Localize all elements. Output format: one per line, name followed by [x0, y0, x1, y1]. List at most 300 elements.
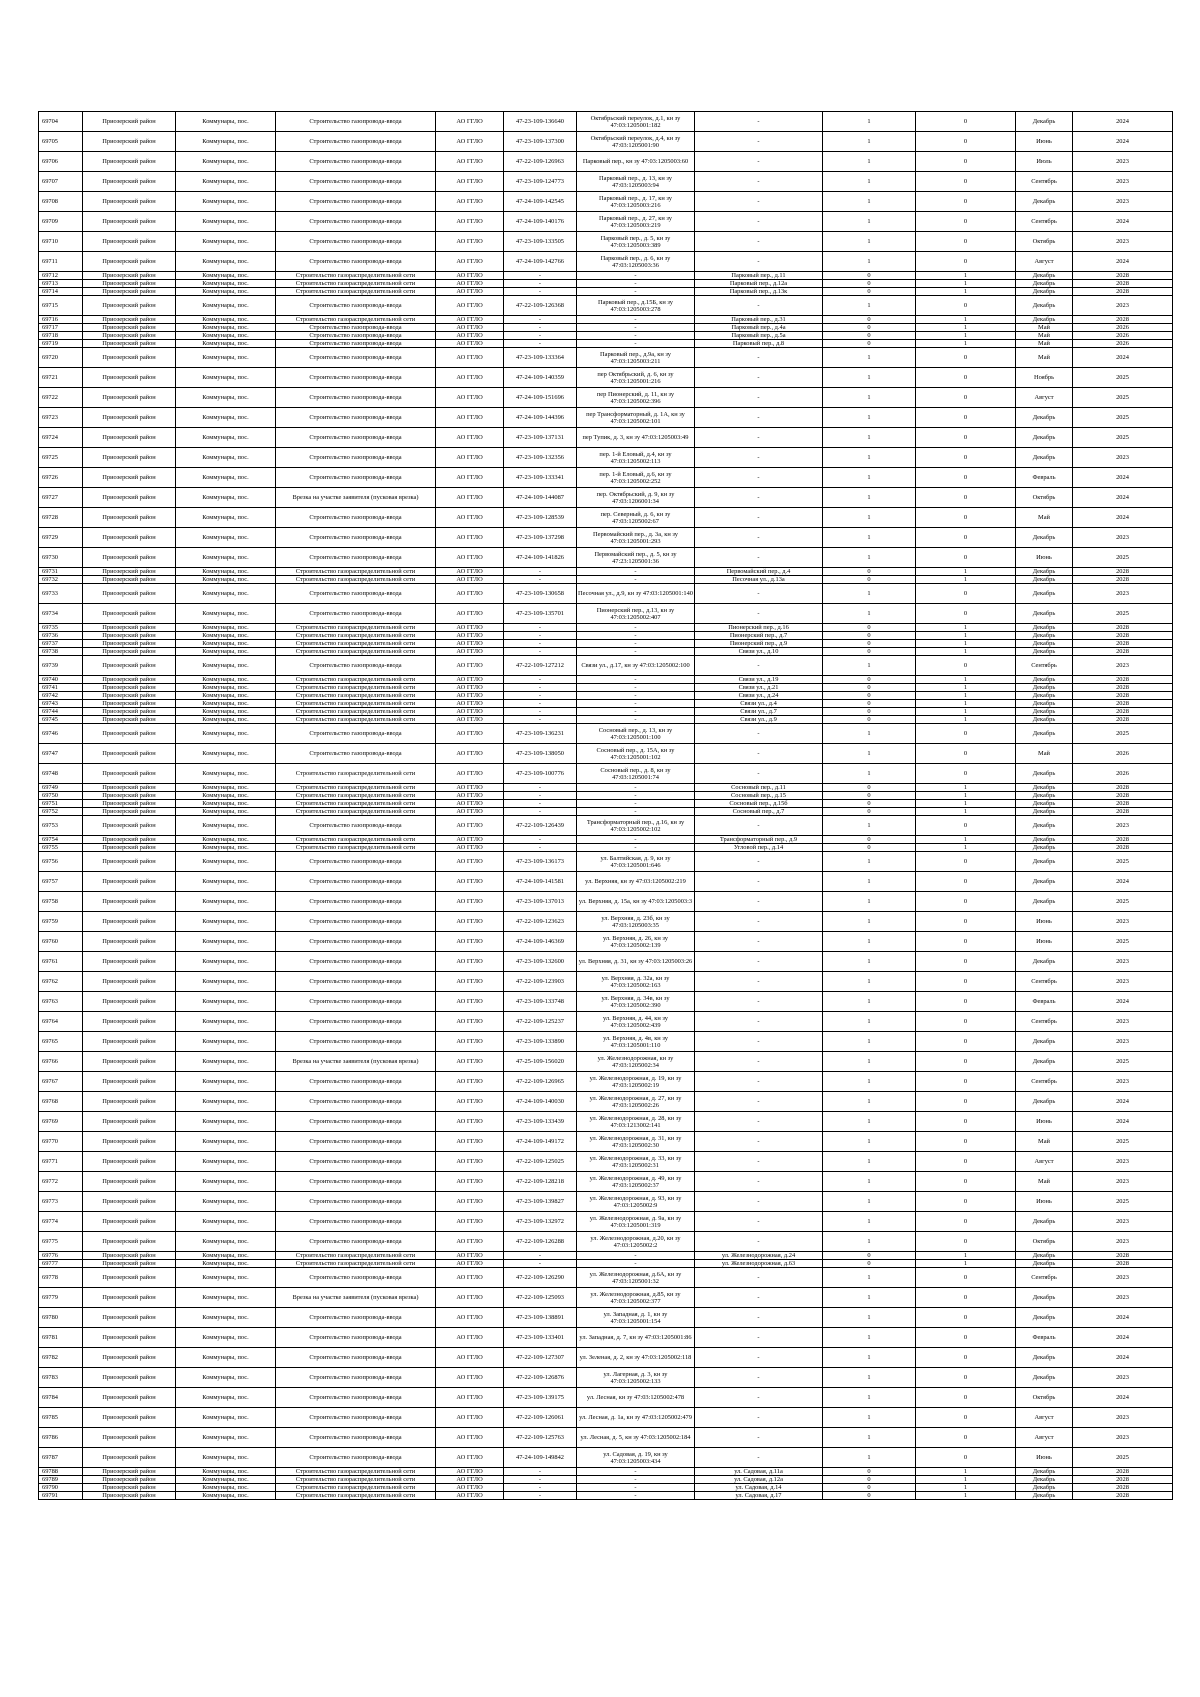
cell-organization: АО ГГЛО — [436, 1072, 504, 1092]
cell-application-number: - — [504, 272, 577, 280]
cell-work-type: Строительство газораспределительной сети — [276, 648, 436, 656]
cell-row-number: 69757 — [39, 872, 83, 892]
cell-application-number: 47-23-109-100776 — [504, 764, 577, 784]
cell-count-network: 0 — [916, 1212, 1016, 1232]
cell-address-cadastral: пер. Октябрьский, д. 9, кн зу 47:03:1206001:34 — [577, 488, 695, 508]
cell-work-type: Строительство газопровода-ввода — [276, 548, 436, 568]
cell-month: Декабрь — [1016, 872, 1073, 892]
cell-count-network: 0 — [916, 1072, 1016, 1092]
cell-count-network: 0 — [916, 764, 1016, 784]
cell-organization: АО ГГЛО — [436, 724, 504, 744]
cell-district: Приозерский район — [83, 1252, 176, 1260]
cell-organization: АО ГГЛО — [436, 584, 504, 604]
cell-settlement: Коммунары, пос. — [176, 892, 276, 912]
cell-address-cadastral: - — [577, 1484, 695, 1492]
cell-work-type: Строительство газораспределительной сети — [276, 836, 436, 844]
cell-address: Парковый пер., д.12а — [695, 280, 823, 288]
cell-address-cadastral: Сосновый пер., д. 15А, кн зу 47:03:1205001:102 — [577, 744, 695, 764]
cell-work-type: Строительство газопровода-ввода — [276, 656, 436, 676]
cell-count-inputs: 1 — [823, 172, 916, 192]
cell-work-type: Строительство газопровода-ввода — [276, 1212, 436, 1232]
cell-count-inputs: 1 — [823, 192, 916, 212]
cell-address-cadastral: Пионерский пер., д.13, кн зу 47:03:1205002:407 — [577, 604, 695, 624]
cell-address: - — [695, 1268, 823, 1288]
cell-address: - — [695, 1368, 823, 1388]
cell-address: - — [695, 1012, 823, 1032]
table-row — [39, 388, 1173, 408]
cell-settlement: Коммунары, пос. — [176, 632, 276, 640]
cell-settlement: Коммунары, пос. — [176, 192, 276, 212]
cell-work-type: Строительство газораспределительной сети — [276, 1252, 436, 1260]
cell-address: Парковый пер., д.5а — [695, 332, 823, 340]
cell-work-type: Строительство газопровода-ввода — [276, 1012, 436, 1032]
cell-organization: АО ГГЛО — [436, 1492, 504, 1500]
cell-count-inputs: 0 — [823, 1260, 916, 1268]
cell-application-number: 47-22-109-125093 — [504, 1288, 577, 1308]
cell-district: Приозерский район — [83, 872, 176, 892]
cell-work-type: Строительство газопровода-ввода — [276, 1268, 436, 1288]
cell-count-network: 0 — [916, 852, 1016, 872]
cell-address: - — [695, 1428, 823, 1448]
cell-address: - — [695, 1092, 823, 1112]
cell-row-number: 69735 — [39, 624, 83, 632]
cell-year: 2025 — [1073, 932, 1173, 952]
table-body — [39, 112, 1173, 1500]
cell-district: Приозерский район — [83, 632, 176, 640]
cell-row-number: 69772 — [39, 1172, 83, 1192]
cell-count-inputs: 1 — [823, 528, 916, 548]
cell-district: Приозерский район — [83, 508, 176, 528]
cell-address: - — [695, 368, 823, 388]
cell-count-network: 0 — [916, 528, 1016, 548]
cell-organization: АО ГГЛО — [436, 872, 504, 892]
cell-count-network: 0 — [916, 1132, 1016, 1152]
cell-year: 2024 — [1073, 468, 1173, 488]
cell-organization: АО ГГЛО — [436, 892, 504, 912]
cell-month: Декабрь — [1016, 952, 1073, 972]
cell-row-number: 69789 — [39, 1476, 83, 1484]
cell-year: 2023 — [1073, 528, 1173, 548]
cell-application-number: - — [504, 700, 577, 708]
cell-row-number: 69711 — [39, 252, 83, 272]
cell-address: Парковый пер., д.13к — [695, 288, 823, 296]
cell-year: 2024 — [1073, 1348, 1173, 1368]
cell-address: Парковый пер., д.4а — [695, 324, 823, 332]
cell-year: 2028 — [1073, 708, 1173, 716]
cell-row-number: 69756 — [39, 852, 83, 872]
cell-application-number: 47-22-109-126439 — [504, 816, 577, 836]
cell-month: Август — [1016, 1408, 1073, 1428]
cell-address-cadastral: пер. 1-й Еловый, д.6, кн зу 47:03:1205002:252 — [577, 468, 695, 488]
cell-year: 2023 — [1073, 1428, 1173, 1448]
cell-row-number: 69740 — [39, 676, 83, 684]
cell-count-inputs: 0 — [823, 708, 916, 716]
cell-count-network: 0 — [916, 1268, 1016, 1288]
cell-application-number: - — [504, 280, 577, 288]
cell-address: - — [695, 604, 823, 624]
cell-work-type: Строительство газораспределительной сети — [276, 272, 436, 280]
cell-year: 2025 — [1073, 1132, 1173, 1152]
cell-address: - — [695, 172, 823, 192]
cell-application-number: 47-24-109-140176 — [504, 212, 577, 232]
cell-application-number: 47-22-109-128218 — [504, 1172, 577, 1192]
table-row — [39, 1232, 1173, 1252]
cell-district: Приозерский район — [83, 1448, 176, 1468]
cell-count-inputs: 1 — [823, 1388, 916, 1408]
cell-address-cadastral: ул. Западная, д. 7, кн зу 47:03:1205001:86 — [577, 1328, 695, 1348]
cell-application-number: - — [504, 692, 577, 700]
cell-month: Октябрь — [1016, 488, 1073, 508]
cell-address: - — [695, 252, 823, 272]
cell-year: 2024 — [1073, 1388, 1173, 1408]
cell-organization: АО ГГЛО — [436, 408, 504, 428]
cell-count-inputs: 1 — [823, 1288, 916, 1308]
cell-application-number: 47-24-109-142766 — [504, 252, 577, 272]
cell-year: 2023 — [1073, 656, 1173, 676]
cell-application-number: 47-22-109-126288 — [504, 1232, 577, 1252]
cell-count-network: 0 — [916, 428, 1016, 448]
cell-district: Приозерский район — [83, 272, 176, 280]
cell-organization: АО ГГЛО — [436, 1152, 504, 1172]
cell-row-number: 69739 — [39, 656, 83, 676]
cell-row-number: 69714 — [39, 288, 83, 296]
cell-settlement: Коммунары, пос. — [176, 700, 276, 708]
cell-month: Декабрь — [1016, 1308, 1073, 1328]
cell-row-number: 69768 — [39, 1092, 83, 1112]
cell-row-number: 69712 — [39, 272, 83, 280]
cell-count-inputs: 1 — [823, 1212, 916, 1232]
cell-year: 2024 — [1073, 1112, 1173, 1132]
cell-year: 2024 — [1073, 508, 1173, 528]
cell-address-cadastral: ул. Лесная, д. 1а, кн зу 47:03:1205002:479 — [577, 1408, 695, 1428]
cell-address: Парковый пер., д.31 — [695, 316, 823, 324]
cell-count-network: 0 — [916, 1032, 1016, 1052]
cell-row-number: 69733 — [39, 584, 83, 604]
cell-district: Приозерский район — [83, 340, 176, 348]
table-row — [39, 744, 1173, 764]
cell-settlement: Коммунары, пос. — [176, 324, 276, 332]
cell-row-number: 69786 — [39, 1428, 83, 1448]
cell-row-number: 69709 — [39, 212, 83, 232]
cell-month: Июнь — [1016, 1112, 1073, 1132]
cell-settlement: Коммунары, пос. — [176, 568, 276, 576]
cell-year: 2024 — [1073, 1092, 1173, 1112]
table-row — [39, 1408, 1173, 1428]
cell-application-number: - — [504, 576, 577, 584]
cell-district: Приозерский район — [83, 172, 176, 192]
cell-month: Декабрь — [1016, 816, 1073, 836]
cell-row-number: 69751 — [39, 800, 83, 808]
cell-count-inputs: 0 — [823, 684, 916, 692]
cell-count-network: 0 — [916, 932, 1016, 952]
cell-year: 2023 — [1073, 1032, 1173, 1052]
cell-count-network: 0 — [916, 656, 1016, 676]
cell-address: - — [695, 764, 823, 784]
cell-district: Приозерский район — [83, 892, 176, 912]
cell-month: Декабрь — [1016, 700, 1073, 708]
cell-application-number: 47-23-109-132600 — [504, 952, 577, 972]
cell-count-network: 1 — [916, 844, 1016, 852]
cell-organization: АО ГГЛО — [436, 808, 504, 816]
cell-count-inputs: 1 — [823, 388, 916, 408]
table-row — [39, 172, 1173, 192]
cell-year: 2028 — [1073, 1260, 1173, 1268]
cell-count-network: 0 — [916, 1012, 1016, 1032]
cell-settlement: Коммунары, пос. — [176, 676, 276, 684]
cell-month: Октябрь — [1016, 1388, 1073, 1408]
cell-count-inputs: 1 — [823, 212, 916, 232]
cell-application-number: 47-23-109-139827 — [504, 1192, 577, 1212]
cell-district: Приозерский район — [83, 624, 176, 632]
cell-address: - — [695, 892, 823, 912]
document-page — [38, 111, 1172, 1500]
cell-organization: АО ГГЛО — [436, 1260, 504, 1268]
cell-address-cadastral: ул. Западная, д. 1, кн зу 47:03:1205001:154 — [577, 1308, 695, 1328]
cell-month: Декабрь — [1016, 784, 1073, 792]
cell-organization: АО ГГЛО — [436, 576, 504, 584]
cell-count-inputs: 0 — [823, 836, 916, 844]
cell-district: Приозерский район — [83, 716, 176, 724]
cell-district: Приозерский район — [83, 1408, 176, 1428]
cell-row-number: 69732 — [39, 576, 83, 584]
cell-organization: АО ГГЛО — [436, 1308, 504, 1328]
cell-address-cadastral: - — [577, 288, 695, 296]
cell-address-cadastral: - — [577, 692, 695, 700]
cell-month: Декабрь — [1016, 448, 1073, 468]
cell-organization: АО ГГЛО — [436, 1388, 504, 1408]
table-row — [39, 952, 1173, 972]
cell-work-type: Строительство газопровода-ввода — [276, 528, 436, 548]
cell-settlement: Коммунары, пос. — [176, 1328, 276, 1348]
cell-work-type: Строительство газопровода-ввода — [276, 172, 436, 192]
cell-settlement: Коммунары, пос. — [176, 992, 276, 1012]
cell-count-inputs: 1 — [823, 764, 916, 784]
cell-count-network: 0 — [916, 212, 1016, 232]
cell-address-cadastral: Песочная ул., д.9, кн зу 47:03:1205001:140 — [577, 584, 695, 604]
cell-count-network: 0 — [916, 1428, 1016, 1448]
table-row — [39, 808, 1173, 816]
cell-application-number: 47-24-109-151696 — [504, 388, 577, 408]
cell-address-cadastral: ул. Садовая, д. 19, кн зу 47:03:1205003:434 — [577, 1448, 695, 1468]
cell-address: - — [695, 508, 823, 528]
cell-address: - — [695, 212, 823, 232]
cell-year: 2028 — [1073, 1476, 1173, 1484]
cell-work-type: Строительство газопровода-ввода — [276, 816, 436, 836]
table-row — [39, 1212, 1173, 1232]
cell-year: 2023 — [1073, 1368, 1173, 1388]
table-row — [39, 296, 1173, 316]
cell-address: - — [695, 1288, 823, 1308]
cell-address: - — [695, 488, 823, 508]
table-row — [39, 468, 1173, 488]
cell-month: Декабрь — [1016, 112, 1073, 132]
cell-organization: АО ГГЛО — [436, 132, 504, 152]
cell-count-inputs: 0 — [823, 808, 916, 816]
cell-month: Октябрь — [1016, 1232, 1073, 1252]
cell-count-network: 1 — [916, 648, 1016, 656]
cell-count-inputs: 1 — [823, 468, 916, 488]
cell-row-number: 69705 — [39, 132, 83, 152]
table-row — [39, 700, 1173, 708]
cell-count-network: 0 — [916, 1232, 1016, 1252]
cell-district: Приозерский район — [83, 1132, 176, 1152]
cell-year: 2023 — [1073, 584, 1173, 604]
cell-work-type: Строительство газопровода-ввода — [276, 192, 436, 212]
cell-district: Приозерский район — [83, 488, 176, 508]
cell-year: 2025 — [1073, 724, 1173, 744]
cell-month: Май — [1016, 508, 1073, 528]
cell-settlement: Коммунары, пос. — [176, 792, 276, 800]
cell-application-number: 47-23-109-133341 — [504, 468, 577, 488]
cell-settlement: Коммунары, пос. — [176, 1476, 276, 1484]
cell-application-number: 47-23-109-135701 — [504, 604, 577, 624]
cell-address-cadastral: Парковый пер., д.15Б, кн зу 47:03:1205003:278 — [577, 296, 695, 316]
cell-year: 2024 — [1073, 252, 1173, 272]
cell-address: - — [695, 448, 823, 468]
cell-month: Декабрь — [1016, 604, 1073, 624]
cell-address-cadastral: - — [577, 316, 695, 324]
cell-count-inputs: 1 — [823, 992, 916, 1012]
cell-settlement: Коммунары, пос. — [176, 132, 276, 152]
cell-application-number: 47-23-109-137300 — [504, 132, 577, 152]
cell-year: 2023 — [1073, 1212, 1173, 1232]
table-row — [39, 488, 1173, 508]
cell-month: Декабрь — [1016, 1092, 1073, 1112]
cell-address: ул. Садовая, д.11а — [695, 1468, 823, 1476]
cell-district: Приозерский район — [83, 132, 176, 152]
cell-address: - — [695, 152, 823, 172]
cell-work-type: Строительство газопровода-ввода — [276, 296, 436, 316]
cell-organization: АО ГГЛО — [436, 1348, 504, 1368]
cell-address-cadastral: ул. Железнодорожная, д. 28, кн зу 47:03:1213002:141 — [577, 1112, 695, 1132]
cell-district: Приозерский район — [83, 280, 176, 288]
cell-district: Приозерский район — [83, 1232, 176, 1252]
cell-address: Связи ул., д.21 — [695, 684, 823, 692]
cell-organization: АО ГГЛО — [436, 448, 504, 468]
cell-application-number: 47-24-109-141826 — [504, 548, 577, 568]
cell-year: 2023 — [1073, 1268, 1173, 1288]
cell-address: Сосновый пер., д.7 — [695, 808, 823, 816]
cell-district: Приозерский район — [83, 800, 176, 808]
cell-count-network: 0 — [916, 604, 1016, 624]
cell-month: Июнь — [1016, 1192, 1073, 1212]
cell-district: Приозерский район — [83, 724, 176, 744]
cell-organization: АО ГГЛО — [436, 568, 504, 576]
cell-district: Приозерский район — [83, 568, 176, 576]
cell-row-number: 69721 — [39, 368, 83, 388]
cell-address: - — [695, 388, 823, 408]
cell-address-cadastral: - — [577, 640, 695, 648]
table-row — [39, 192, 1173, 212]
cell-count-inputs: 1 — [823, 1368, 916, 1388]
table-row — [39, 568, 1173, 576]
cell-work-type: Строительство газораспределительной сети — [276, 792, 436, 800]
cell-work-type: Строительство газопровода-ввода — [276, 1072, 436, 1092]
cell-work-type: Строительство газопровода-ввода — [276, 132, 436, 152]
cell-district: Приозерский район — [83, 252, 176, 272]
cell-year: 2024 — [1073, 488, 1173, 508]
cell-organization: АО ГГЛО — [436, 1052, 504, 1072]
cell-address: ул. Садовая, д.17 — [695, 1492, 823, 1500]
cell-count-network: 0 — [916, 1448, 1016, 1468]
cell-month: Декабрь — [1016, 648, 1073, 656]
cell-district: Приозерский район — [83, 192, 176, 212]
cell-organization: АО ГГЛО — [436, 212, 504, 232]
cell-count-inputs: 1 — [823, 1032, 916, 1052]
table-row — [39, 584, 1173, 604]
cell-district: Приозерский район — [83, 324, 176, 332]
table-row — [39, 1172, 1173, 1192]
cell-district: Приозерский район — [83, 640, 176, 648]
cell-organization: АО ГГЛО — [436, 932, 504, 952]
cell-year: 2026 — [1073, 332, 1173, 340]
cell-count-network: 1 — [916, 576, 1016, 584]
cell-count-network: 0 — [916, 548, 1016, 568]
cell-count-inputs: 1 — [823, 348, 916, 368]
cell-work-type: Строительство газораспределительной сети — [276, 1468, 436, 1476]
cell-count-network: 1 — [916, 676, 1016, 684]
cell-month: Сентябрь — [1016, 1072, 1073, 1092]
cell-count-inputs: 0 — [823, 700, 916, 708]
cell-work-type: Строительство газопровода-ввода — [276, 508, 436, 528]
cell-row-number: 69764 — [39, 1012, 83, 1032]
cell-count-inputs: 1 — [823, 1448, 916, 1468]
cell-count-inputs: 0 — [823, 624, 916, 632]
cell-count-inputs: 0 — [823, 676, 916, 684]
cell-count-network: 0 — [916, 972, 1016, 992]
cell-settlement: Коммунары, пос. — [176, 1308, 276, 1328]
cell-month: Август — [1016, 1428, 1073, 1448]
cell-address: - — [695, 1052, 823, 1072]
cell-month: Декабрь — [1016, 640, 1073, 648]
cell-application-number: - — [504, 792, 577, 800]
cell-count-inputs: 0 — [823, 1252, 916, 1260]
cell-application-number: 47-23-109-128539 — [504, 508, 577, 528]
gasification-schedule-table — [38, 111, 1173, 1500]
cell-month: Декабрь — [1016, 716, 1073, 724]
cell-work-type: Строительство газопровода-ввода — [276, 724, 436, 744]
cell-year: 2028 — [1073, 844, 1173, 852]
cell-organization: АО ГГЛО — [436, 1328, 504, 1348]
cell-settlement: Коммунары, пос. — [176, 836, 276, 844]
cell-district: Приозерский район — [83, 784, 176, 792]
cell-organization: АО ГГЛО — [436, 1112, 504, 1132]
cell-month: Декабрь — [1016, 296, 1073, 316]
cell-settlement: Коммунары, пос. — [176, 1072, 276, 1092]
cell-year: 2023 — [1073, 912, 1173, 932]
cell-work-type: Строительство газопровода-ввода — [276, 744, 436, 764]
cell-row-number: 69744 — [39, 708, 83, 716]
cell-row-number: 69746 — [39, 724, 83, 744]
cell-month: Декабрь — [1016, 584, 1073, 604]
cell-organization: АО ГГЛО — [436, 648, 504, 656]
cell-settlement: Коммунары, пос. — [176, 296, 276, 316]
table-row — [39, 836, 1173, 844]
cell-year: 2024 — [1073, 1328, 1173, 1348]
cell-application-number: 47-22-109-127212 — [504, 656, 577, 676]
cell-row-number: 69753 — [39, 816, 83, 836]
cell-address-cadastral: - — [577, 624, 695, 632]
cell-district: Приозерский район — [83, 112, 176, 132]
table-row — [39, 1328, 1173, 1348]
cell-year: 2028 — [1073, 568, 1173, 576]
cell-row-number: 69755 — [39, 844, 83, 852]
cell-count-inputs: 0 — [823, 288, 916, 296]
cell-district: Приозерский район — [83, 296, 176, 316]
cell-address: - — [695, 1172, 823, 1192]
cell-work-type: Строительство газопровода-ввода — [276, 1032, 436, 1052]
table-row — [39, 716, 1173, 724]
